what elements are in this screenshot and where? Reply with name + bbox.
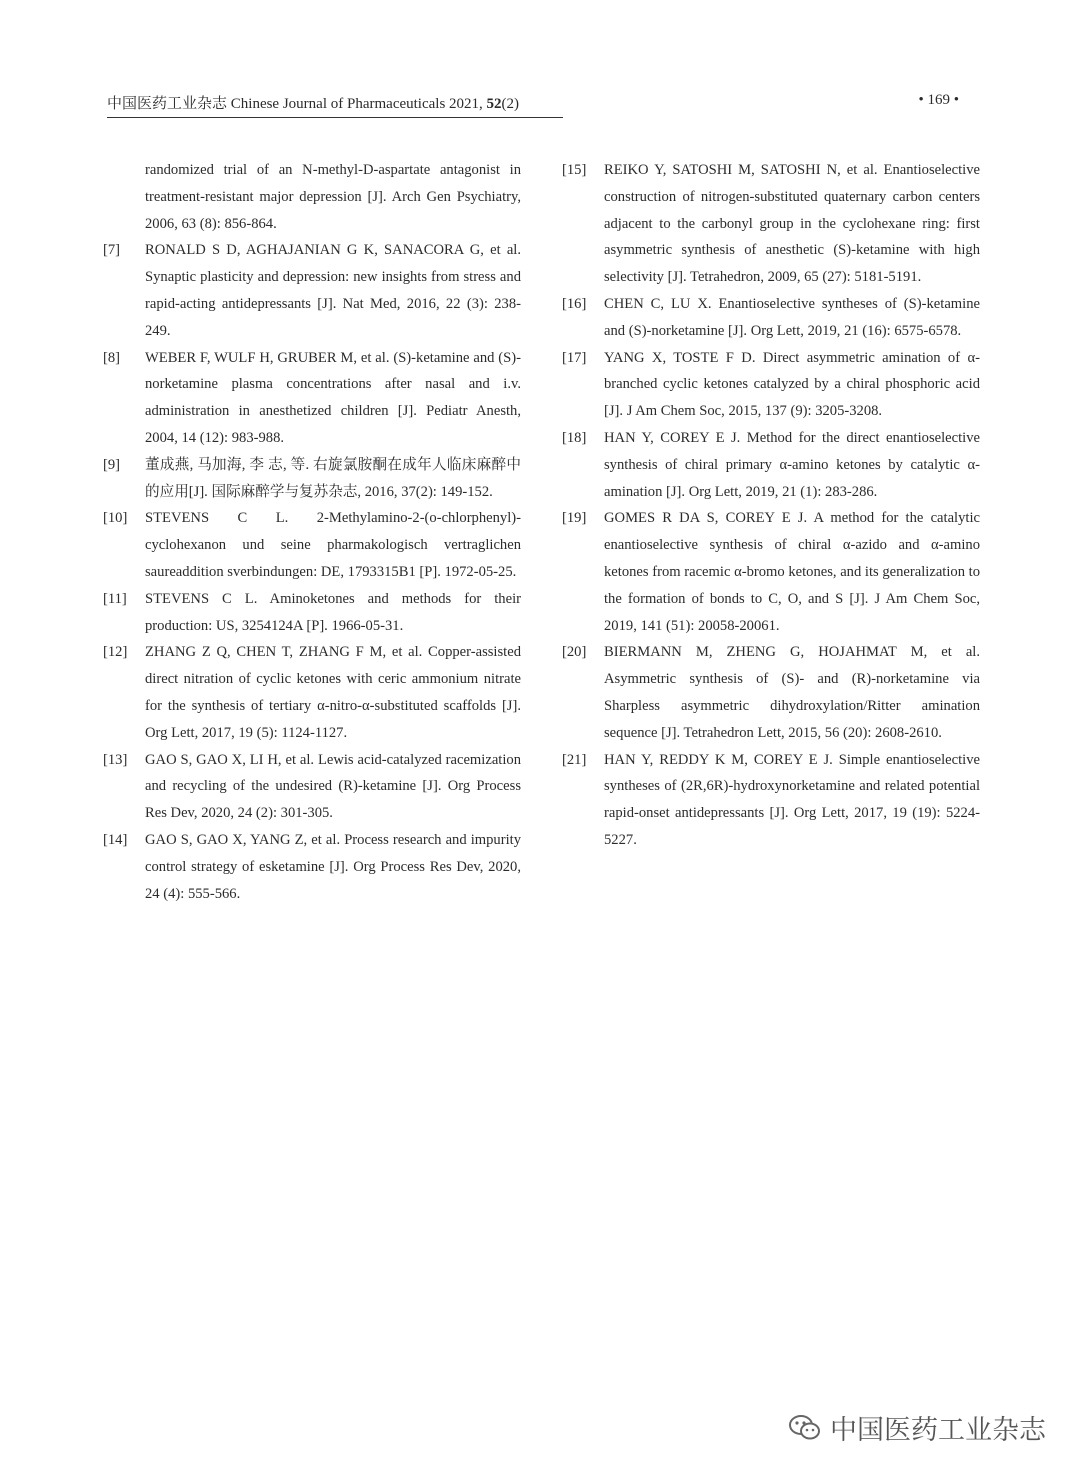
reference-text: GOMES R DA S, COREY E J. A method for the catalytic enantioselective synthesis of chiral α-azido and α-amino ketones from racemic α-bromo ketones, and its generalization to the formation of bonds to C, O, and S [J]. J Am Chem Soc, 2019, 141 (51): 20058-20061. [604,510,981,634]
reference-text: HAN Y, COREY E J. Method for the direct enantioselective synthesis of chiral primary α-amino ketones by catalytic α-amination [J]. Org Lett, 2019, 21 (1): 283-286. [604,429,980,500]
reference-number: [19] [562,510,587,527]
reference-number: [8] [103,349,121,366]
reference-item [562,425,980,505]
reference-item [562,639,980,746]
reference-item [103,586,521,640]
reference-item [103,157,521,237]
page-number: • 169 • [918,92,959,108]
reference-item [562,291,980,345]
reference-item [562,157,980,291]
reference-text: BIERMANN M, ZHENG G, HOJAHMAT M, et al. Asymmetric synthesis of (S)- and (R)-norketamine via Sharpless asymmetric dihydroxylation/Ritter amination sequence [J]. Tetrahedron Lett, 2015, 56 (20): 2608-2610. [604,644,980,741]
references-right-column [562,157,980,854]
reference-number: [15] [562,162,587,178]
reference-number: [10] [103,510,128,527]
references-left-column [103,157,521,907]
reference-number: [17] [562,349,587,366]
reference-number: [7] [103,242,121,259]
reference-text: HAN Y, REDDY K M, COREY E J. Simple enantioselective syntheses of (2R,6R)-hydroxynorketamine and related potential rapid-onset antidepressants [J]. Org Lett, 2017, 19 (19): 5224-5227. [604,751,980,848]
watermark-text: 中国医药工业杂志 [830,1415,1046,1446]
reference-number: [16] [562,295,587,312]
reference-number: [21] [562,751,587,768]
reference-item [103,639,521,746]
reference-text: REIKO Y, SATOSHI M, SATOSHI N, et al. Enantioselective construction of nitrogen-substituted quaternary carbon centers adjacent to the carbonyl group in the cyclohexane ring: first asymmetric synthesis of anesthetic (S)-ketamine with high selectivity [J]. Tetrahedron, 2009, 65 (27): 5181-5191. [604,162,980,286]
reference-text: ZHANG Z Q, CHEN T, ZHANG F M, et al. Copper-assisted direct nitration of cyclic ketones with ceric ammonium nitrate for the synthesis of tertiary α-nitro-α-substituted scaffolds [J]. Org Lett, 2017, 19 (5): 1124-1127. [145,644,521,741]
reference-number: [12] [103,644,128,661]
reference-item [103,452,521,506]
reference-text: 董成燕, 马加海, 李 志, 等. 右旋氯胺酮在成年人临床麻醉中的应用[J]. 国际麻醉学与复苏杂志, 2016, 37(2): 149-152. [145,456,521,500]
reference-item [103,827,521,907]
wechat-icon [788,1413,822,1443]
reference-item [103,505,521,585]
reference-item [103,345,521,452]
reference-item [103,237,521,344]
reference-text: WEBER F, WULF H, GRUBER M, et al. (S)-ketamine and (S)-norketamine plasma concentrations after nasal and i.v. administration in anesthetized children [J]. Pediatr Anesth, 2004, 14 (12): 983-988. [145,349,521,446]
reference-text: STEVENS C L. Aminoketones and methods for their production: US, 3254124A [P]. 1966-05-31. [145,590,521,634]
journal-name-cn: 中国医药工业杂志 [107,96,228,112]
watermark [788,1408,1046,1447]
reference-text: CHEN C, LU X. Enantioselective syntheses of (S)-ketamine and (S)-norketamine [J]. Org Lett, 2019, 21 (16): 6575-6578. [604,295,980,339]
running-header [107,92,967,120]
reference-text: YANG X, TOSTE F D. Direct asymmetric amination of α-branched cyclic ketones catalyzed by a chiral phosphoric acid [J]. J Am Chem Soc, 2015, 137 (9): 3205-3208. [604,349,980,420]
reference-number: [13] [103,751,128,768]
journal-issue: (2) [501,96,520,112]
reference-number: [9] [103,456,121,473]
reference-number: [18] [562,429,587,446]
reference-text: STEVENS C L. 2-Methylamino-2-(o-chlorphenyl)-cyclohexanon und seine pharmakologisch vertraglichen saureaddition sverbindungen: DE, 1793315B1 [P]. 1972-05-25. [145,510,521,580]
reference-item [562,505,980,639]
reference-number: [11] [103,590,127,607]
reference-item [562,747,980,854]
reference-item [562,345,980,425]
reference-number: [20] [562,644,587,661]
journal-name-en: Chinese Journal of Pharmaceuticals 2021, [230,96,483,112]
reference-text: GAO S, GAO X, LI H, et al. Lewis acid-catalyzed racemization and recycling of the undesired (R)-ketamine [J]. Org Process Res Dev, 2020, 24 (2): 301-305. [145,751,521,822]
reference-number: [14] [103,831,128,848]
reference-item [103,747,521,827]
reference-text: RONALD S D, AGHAJANIAN G K, SANACORA G, et al. Synaptic plasticity and depression: new insights from stress and rapid-acting antidepressants [J]. Nat Med, 2016, 22 (3): 238-249. [145,242,521,339]
journal-header [107,92,563,118]
journal-volume: 52 [486,96,502,112]
reference-text: randomized trial of an N-methyl-D-aspartate antagonist in treatment-resistant major depression [J]. Arch Gen Psychiatry, 2006, 63 (8): 856-864. [145,162,521,232]
reference-text: GAO S, GAO X, YANG Z, et al. Process research and impurity control strategy of esketamine [J]. Org Process Res Dev, 2020, 24 (4): 555-566. [145,831,521,902]
